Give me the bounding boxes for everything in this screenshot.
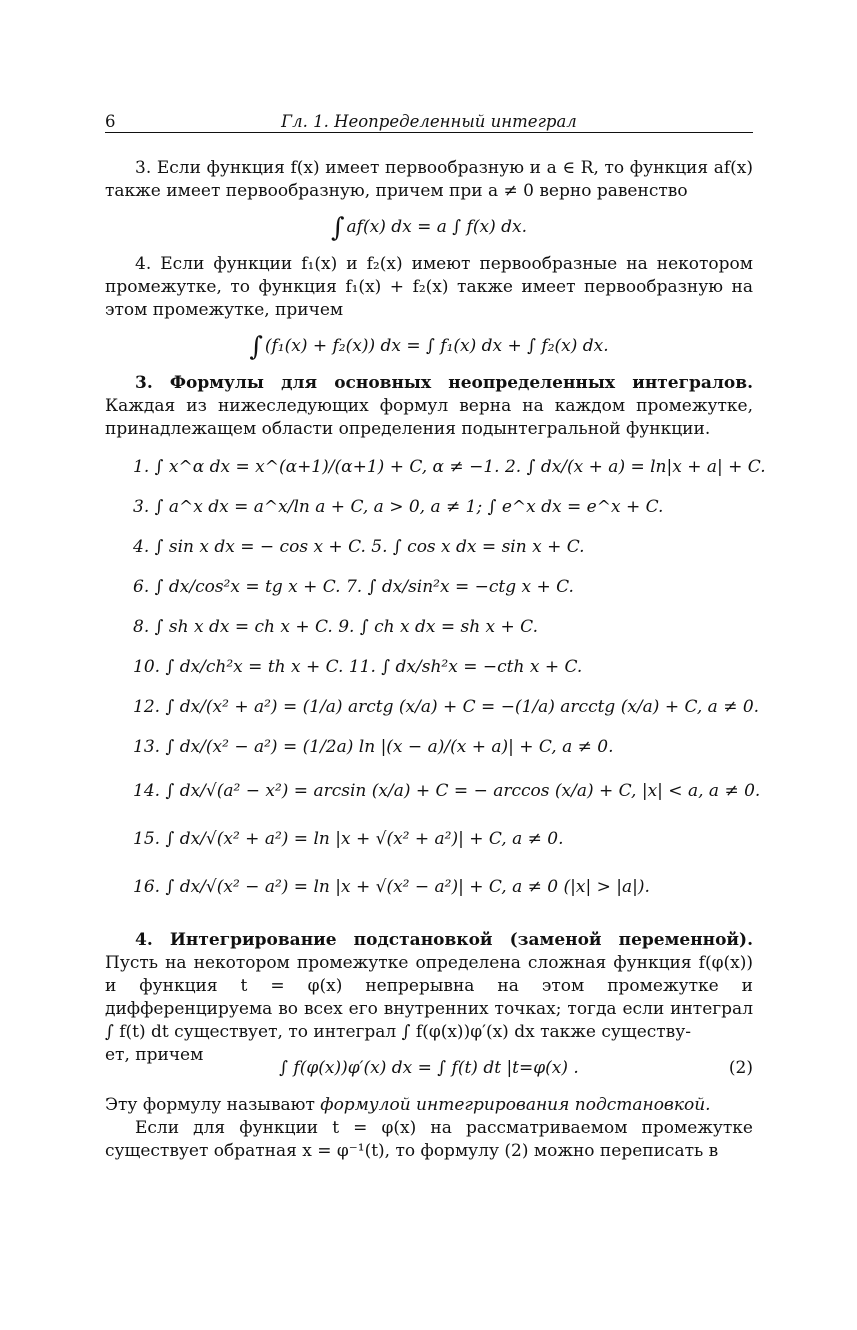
inverse-paragraph: Если для функции t = φ(x) на рассматриваемом промежутке существует обратная x = φ⁻¹(t), то формулу (2) можно переписать в <box>105 1118 753 1161</box>
property-3-formula-text: af(x) dx = a ∫ f(x) dx. <box>346 217 527 237</box>
formula-row: 1. ∫ x^α dx = x^(α+1)/(α+1) + C, α ≠ −1. 2. ∫ dx/(x + a) = ln|x + a| + C. <box>133 457 766 477</box>
equation-2 <box>105 1044 753 1094</box>
formula-row: 15. ∫ dx/√(x² + a²) = ln |x + √(x² + a²)| + C, a ≠ 0. <box>133 829 564 849</box>
formula-row: 4. ∫ sin x dx = − cos x + C. 5. ∫ cos x dx = sin x + C. <box>133 537 585 557</box>
formula-row: 3. ∫ a^x dx = a^x/ln a + C, a > 0, a ≠ 1; ∫ e^x dx = e^x + C. <box>133 497 664 517</box>
property-3-text: 3. Если функция f(x) имеет первообразную и a ∈ R, то функция af(x) также имеет первообразную, причем при a ≠ 0 верно равенство <box>105 158 753 201</box>
property-4-formula <box>105 326 753 366</box>
section-4-text: Пусть на некотором промежутке определена сложная функция f(φ(x)) и функция t = φ(x) непрерывна на этом промежутке и дифференцируема во всех его внутренних точках; тогда если интеграл ∫ f(t) dt существует, то интеграл ∫ f(φ(x))φ′(x) dx также существу- <box>105 953 753 1042</box>
section-3-text: Каждая из нижеследующих формул верна на каждом промежутке, принадлежащем области определения подынтегральной функции. <box>105 396 753 439</box>
definition-paragraph <box>105 1094 753 1117</box>
page-number: 6 <box>105 112 116 131</box>
property-4-formula-text: (f₁(x) + f₂(x)) dx = ∫ f₁(x) dx + ∫ f₂(x) dx. <box>264 336 609 356</box>
section-3-heading: 3. Формулы для основных неопределенных интегралов. <box>135 373 753 393</box>
formula-row: 12. ∫ dx/(x² + a²) = (1/a) arctg (x/a) + C = −(1/a) arcctg (x/a) + C, a ≠ 0. <box>133 697 760 717</box>
chapter-title: Гл. 1. Неопределенный интеграл <box>281 112 577 131</box>
integral-icon: ∫ <box>249 332 263 362</box>
definition-text: Эту формулу называют <box>105 1095 321 1115</box>
equation-number: (2) <box>728 1058 753 1078</box>
property-3-formula <box>105 207 753 247</box>
running-header <box>105 108 753 133</box>
integral-icon: ∫ <box>331 213 345 243</box>
section-4-heading: 4. Интегрирование подстановкой (заменой переменной). <box>135 930 753 950</box>
definition-term: формулой интегрирования подстановкой. <box>320 1095 711 1115</box>
section-4-paragraph <box>105 929 753 1044</box>
formula-row: 6. ∫ dx/cos²x = tg x + C. 7. ∫ dx/sin²x = −ctg x + C. <box>133 577 574 597</box>
formula-list <box>105 447 766 911</box>
formula-row: 16. ∫ dx/√(x² − a²) = ln |x + √(x² − a²)| + C, a ≠ 0 (|x| > |a|). <box>133 877 650 897</box>
section-3-paragraph <box>105 372 753 441</box>
formula-row: 10. ∫ dx/ch²x = th x + C. 11. ∫ dx/sh²x = −cth x + C. <box>133 657 583 677</box>
formula-row: 8. ∫ sh x dx = ch x + C. 9. ∫ ch x dx = sh x + C. <box>133 617 538 637</box>
equation-2-lead: ет, причем <box>105 1045 204 1065</box>
page <box>105 108 766 1163</box>
property-4-text: 4. Если функции f₁(x) и f₂(x) имеют первообразные на некотором промежутке, то функция f₁(x) + f₂(x) также имеет первообразную на этом промежутке, причем <box>105 254 753 320</box>
formula-row: 13. ∫ dx/(x² − a²) = (1/2a) ln |(x − a)/(x + a)| + C, a ≠ 0. <box>133 737 614 757</box>
formula-row: 14. ∫ dx/√(a² − x²) = arcsin (x/a) + C = − arccos (x/a) + C, |x| < a, a ≠ 0. <box>133 781 761 801</box>
equation-2-formula: ∫ f(φ(x))φ′(x) dx = ∫ f(t) dt |t=φ(x) . <box>279 1058 579 1078</box>
